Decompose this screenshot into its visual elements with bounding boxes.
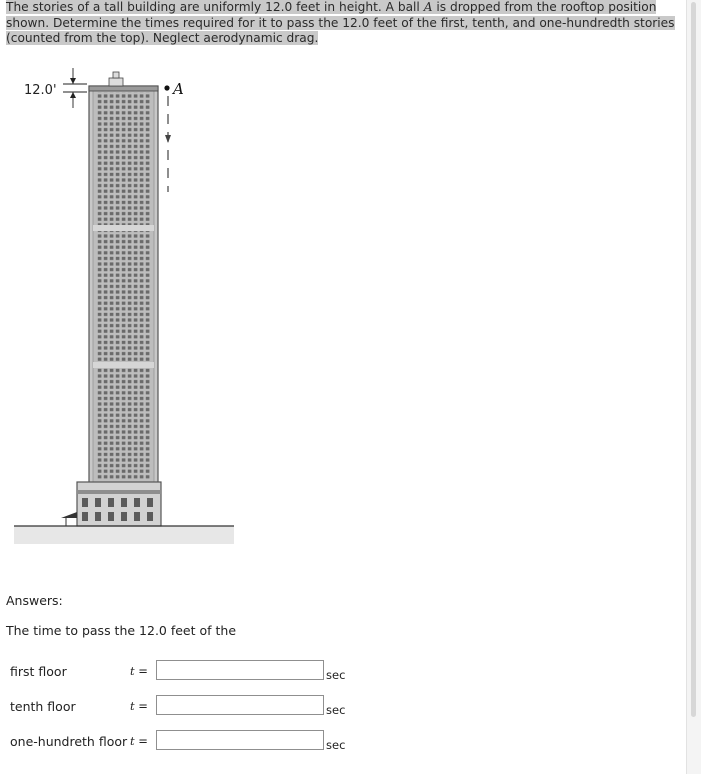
answers-heading: Answers: <box>6 593 63 608</box>
scrollbar-thumb[interactable] <box>691 2 696 717</box>
unit-label: sec <box>326 703 346 717</box>
building-diagram <box>13 60 243 550</box>
building-figure <box>13 60 243 550</box>
tenth-floor-input[interactable] <box>156 695 324 715</box>
ball-marker <box>164 85 169 90</box>
vertical-scrollbar[interactable] <box>686 0 701 774</box>
setback-band-1 <box>93 225 154 231</box>
unit-label: sec <box>326 668 346 682</box>
ball-label: A <box>173 80 184 98</box>
problem-statement <box>6 0 678 47</box>
ball-label-inline: A <box>423 0 433 14</box>
problem-text <box>6 0 675 45</box>
dim-arrow-down <box>70 78 76 84</box>
row-label-first: first floor <box>10 664 67 679</box>
answers-lead: The time to pass the 12.0 feet of the <box>6 623 237 638</box>
t-equals: t = <box>130 664 148 678</box>
problem-text-before: The stories of a tall building are uniformly 12.0 feet in height. A ball <box>6 0 424 14</box>
height-label: 12.0' <box>24 83 57 98</box>
t-equals: t = <box>130 734 148 748</box>
entrance-canopy <box>61 512 77 518</box>
problem-text-after: is dropped from the rooftop position shown. Determine the times required for it to pass the 12.0 feet of the first, tenth, and one-hundredth stories (counted from the top). Neglect aerodynamic drag. <box>6 0 675 45</box>
answer-row-hundredth <box>10 734 370 758</box>
fall-arrow <box>165 135 171 143</box>
unit-label: sec <box>326 738 346 752</box>
hundredth-floor-input[interactable] <box>156 730 324 750</box>
rooftop-structure <box>109 78 123 86</box>
t-equals: t = <box>130 699 148 713</box>
setback-band-2 <box>93 362 154 368</box>
roof-parapet <box>89 86 158 91</box>
row-label-hundredth: one-hundreth floor <box>10 734 128 749</box>
ground-shadow <box>14 526 234 544</box>
answer-row-first <box>10 664 370 688</box>
first-floor-input[interactable] <box>156 660 324 680</box>
row-label-tenth: tenth floor <box>10 699 76 714</box>
dim-arrow-up <box>70 92 76 98</box>
tower-windows <box>96 92 151 480</box>
answer-row-tenth <box>10 699 370 723</box>
